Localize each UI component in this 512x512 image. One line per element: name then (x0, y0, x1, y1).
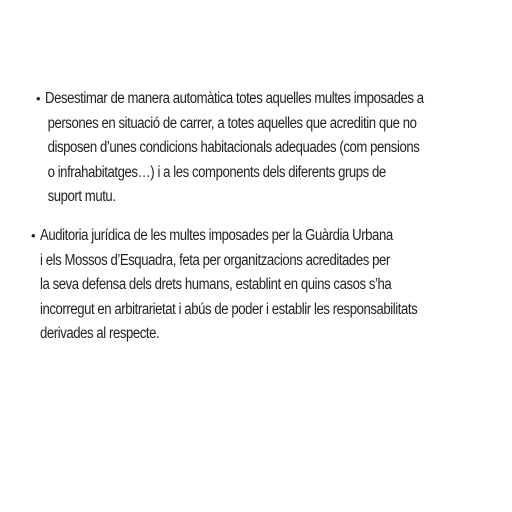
text-line: la seva defensa dels drets humans, establint en quins casos s’ha (40, 276, 392, 293)
bullet-icon: • (31, 228, 36, 243)
text-line: derivades al respecte. (40, 325, 160, 342)
list-item-text (45, 87, 424, 210)
text-line: i els Mossos d’Esquadra, feta per organitzacions acreditades per (40, 251, 390, 269)
text-line: disposen d’unes condicions habitacionals adequades (com pensions (47, 139, 420, 156)
text-line: o infrahabitatges…) i a les components dels diferents grups de (47, 163, 386, 181)
text-line: Auditoria jurídica de les multes imposades per la Guàrdia Urbana (40, 227, 393, 244)
text-line: Desestimar de manera automàtica totes aquelles multes imposades a (45, 90, 424, 107)
list-item-text (40, 224, 417, 347)
text-line: incorregut en arbitrarietat i abús de poder i establir les responsabilitats (40, 300, 418, 318)
bullet-icon: • (36, 91, 41, 106)
text-line: persones en situació de carrer, a totes aquelles que acreditin que no (47, 114, 417, 132)
text-line: suport mutu. (47, 188, 116, 205)
